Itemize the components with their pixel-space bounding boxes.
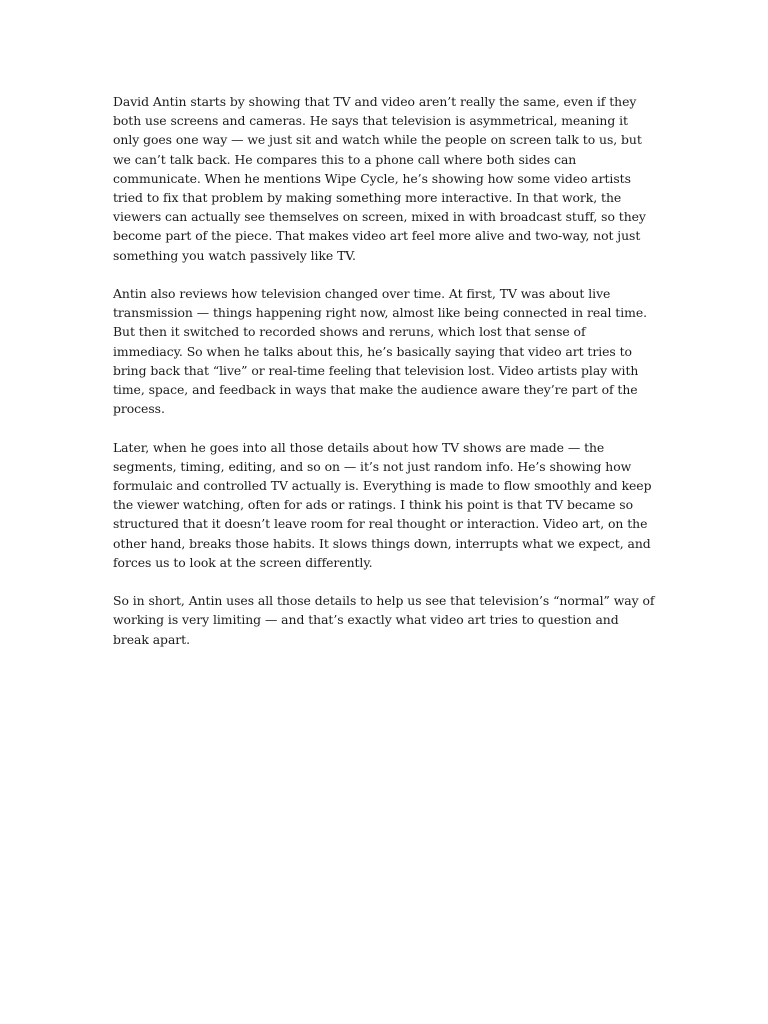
paragraph-4: So in short, Antin uses all those details to help us see that television’s “normal” way of working is very limiting — and that’s exactly what video art tries to question and break apart. (113, 593, 655, 647)
paragraph-3: Later, when he goes into all those details about how TV shows are made — the segments, timing, editing, and so on — it’s not just random info. He’s showing how formulaic and controlled TV actually is. Everything is made to flow smoothly and keep the viewer watching, often for ads or ratings. I think his point is that TV became so structured that it doesn’t leave room for real thought or interaction. Video art, on the other hand, breaks those habits. It slows things down, interrupts what we expect, and forces us to look at the screen differently. (113, 439, 652, 570)
paragraph-1: David Antin starts by showing that TV and video aren’t really the same, even if they both use screens and cameras. He says that television is asymmetrical, meaning it only goes one way — we just sit and watch while the people on screen talk to us, but we can’t talk back. He compares this to a phone call where both sides can communicate. When he mentions Wipe Cycle, he’s showing how some video artists tried to fix that problem by making something more interactive. In that work, the viewers can actually see themselves on screen, mixed in with broadcast stuff, so they become part of the piece. That makes video art feel more alive and two-way, not just something you watch passively like TV. (113, 94, 646, 263)
paragraph-2: Antin also reviews how television changed over time. At first, TV was about live transmission — things happening right now, almost like being connected in real time. But then it switched to recorded shows and reruns, which lost that sense of immediacy. So when he talks about this, he’s basically saying that video art tries to bring back that “live” or real-time feeling that television lost. Video artists play with time, space, and feedback in ways that make the audience aware they’re part of the process. (113, 286, 648, 417)
document-body (113, 92, 658, 668)
